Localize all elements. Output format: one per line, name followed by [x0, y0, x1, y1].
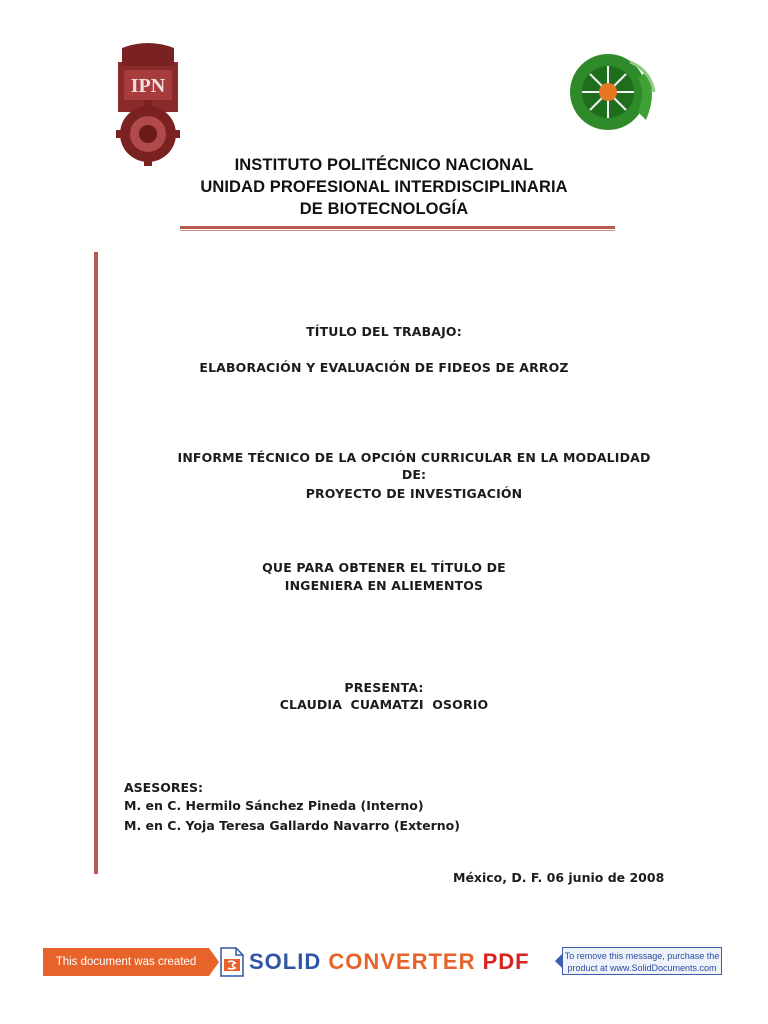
- advisor-item: M. en C. Yoja Teresa Gallardo Navarro (Externo): [124, 818, 460, 833]
- upibi-logo-icon: [560, 50, 660, 135]
- degree-purpose-line-2: INGENIERA EN ALIEMENTOS: [284, 578, 484, 593]
- work-title: ELABORACIÓN Y EVALUACIÓN DE FIDEOS DE ARROZ: [199, 360, 569, 375]
- unit-name: UNIDAD PROFESIONAL INTERDISCIPLINARIA: [200, 178, 568, 196]
- presenter-label: PRESENTA:: [344, 680, 424, 695]
- report-type-line-3: PROYECTO DE INVESTIGACIÓN: [305, 486, 523, 501]
- unit-name-2: DE BIOTECNOLOGÍA: [299, 200, 469, 218]
- brand-pdf: PDF: [482, 949, 530, 974]
- report-type-line-1: INFORME TÉCNICO DE LA OPCIÓN CURRICULAR EN LA MODALIDAD: [177, 450, 651, 465]
- brand-converter: CONVERTER: [328, 949, 476, 974]
- ipn-logo-text: IPN: [130, 75, 166, 97]
- banner-arrow-icon: [209, 948, 219, 976]
- note-pointer-icon: [555, 954, 562, 968]
- date-place: México, D. F. 06 junio de 2008: [453, 870, 665, 885]
- banner-created-text: This document was created using: [43, 948, 209, 976]
- ipn-seal-icon: [108, 42, 188, 167]
- purchase-link[interactable]: To remove this message, purchase the product at www.SolidDocuments.com: [562, 947, 722, 975]
- solid-converter-brand: [249, 948, 530, 976]
- report-type-line-2: DE:: [401, 467, 427, 482]
- title-label: TÍTULO DEL TRABAJO:: [306, 324, 462, 339]
- advisor-item: M. en C. Hermilo Sánchez Pineda (Interno): [124, 798, 424, 813]
- brand-solid: SOLID: [249, 949, 322, 974]
- degree-purpose-line-1: QUE PARA OBTENER EL TÍTULO DE: [262, 560, 506, 575]
- advisors-label: ASESORES:: [124, 780, 204, 795]
- presenter-name: CLAUDIA CUAMATZI OSORIO: [279, 697, 489, 712]
- converter-banner[interactable]: [43, 944, 725, 996]
- institution-name: INSTITUTO POLITÉCNICO NACIONAL: [234, 156, 534, 174]
- header-divider-thin: [180, 230, 615, 231]
- header-divider: [180, 226, 615, 229]
- document-icon: [219, 946, 245, 978]
